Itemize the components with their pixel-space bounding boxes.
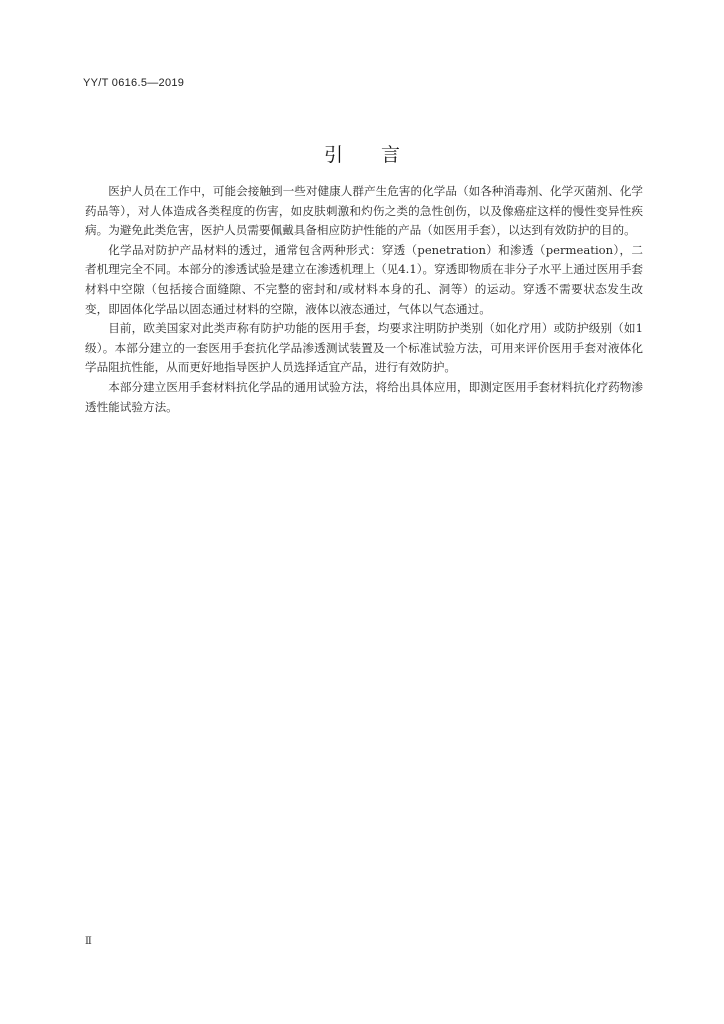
paragraph: 目前，欧美国家对此类声称有防护功能的医用手套，均要求注明防护类别（如化疗用）或防护级别（如1级）。本部分建立的一套医用手套抗化学品渗透测试装置及一个标准试验方法，可用来评价医用手套对液体化学品阻抗性能，从而更好地指导医护人员选择适宜产品，进行有效防护。 [85,321,643,375]
page-title: 引言 [323,144,438,166]
paragraph: 化学品对防护产品材料的透过，通常包含两种形式：穿透（penetration）和渗透（permeation），二者机理完全不同。本部分的渗透试验是建立在渗透机理上（见4.1）。穿透即物质在非分子水平上通过医用手套材料中空隙（包括接合面缝隙、不完整的密封和/或材料本身的孔、洞等）的运动。穿透不需要状态发生改变，即固体化学品以固态通过材料的空隙，液体以液态通过，气体以气态通过。 [85,242,643,316]
paragraph: 本部分建立医用手套材料抗化学品的通用试验方法，将给出具体应用，即测定医用手套材料抗化疗药物渗透性能试验方法。 [85,379,643,414]
paragraph: 医护人员在工作中，可能会接触到一些对健康人群产生危害的化学品（如各种消毒剂、化学灭菌剂、化学药品等），对人体造成各类程度的伤害，如皮肤刺激和灼伤之类的急性创伤，以及像癌症这样的慢性变异性疾病。为避免此类危害，医护人员需要佩戴具备相应防护性能的产品（如医用手套），以达到有效防护的目的。 [85,184,643,238]
standard-number: YY/T 0616.5—2019 [83,77,185,89]
page-number: Ⅱ [85,936,92,947]
body-text [85,182,643,417]
